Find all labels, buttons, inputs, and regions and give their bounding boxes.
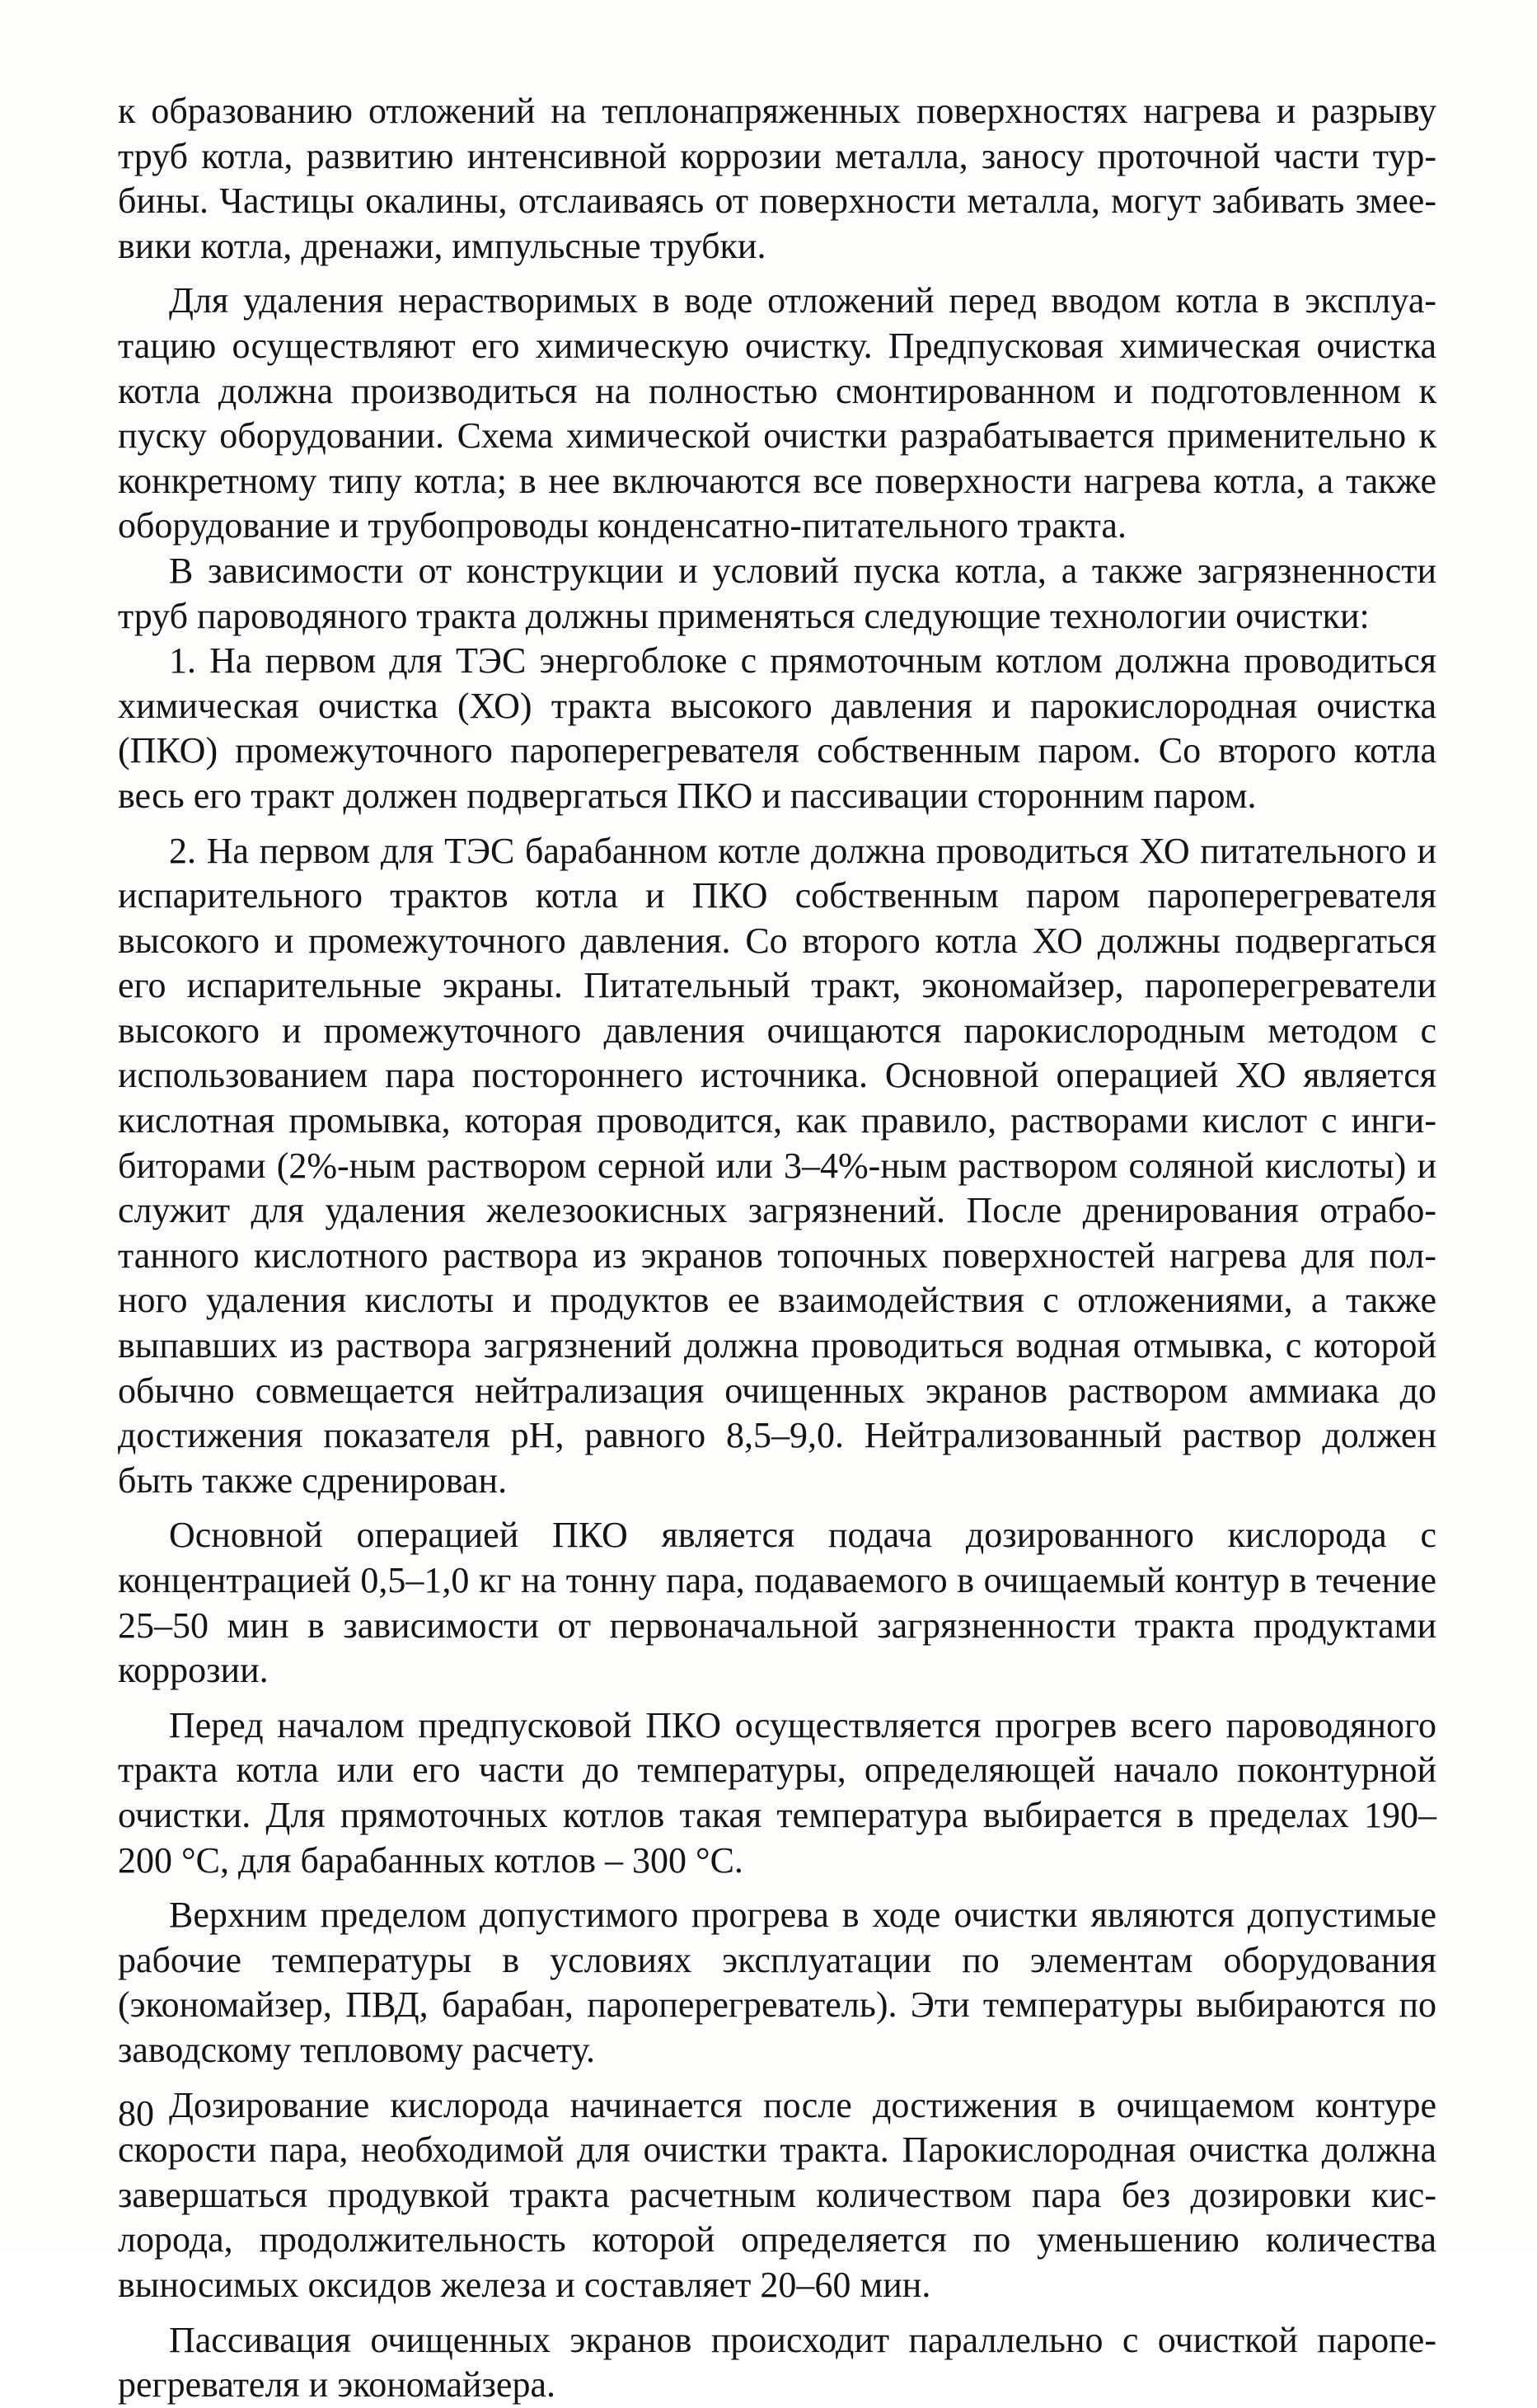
paragraph-oxygen-dosing: Дозирование кислорода начинается после достижения в очищаемом контуре скорости пара, необходимой для очистки тракта. Парокислородная очистка должна завершаться продувкой тракта расчетным количеством пара без дозировки кислорода, продолжительность которой определяется по уменьшению количества выносимых оксидов железа и составляет 20–60 мин. — [118, 2084, 1436, 2305]
paragraph-preheating: Перед началом предпусковой ПКО осуществляется прогрев всего пароводяного тракта котла или его части до температуры, определяющей начало поконтурной очистки. Для прямоточных котлов такая температура выбирается в пределах 190–200 °С, для барабанных котлов – 300 °С. — [118, 1704, 1436, 1881]
paragraph-item-1: 1. На первом для ТЭС энергоблоке с прямоточным котлом должна проводиться химическая очистка (ХО) тракта высокого давления и парокислородная очистка (ПКО) промежуточного пароперегревателя собственным паром. Со второго котла весь его тракт должен подвергаться ПКО и пассивации сторонним паром. — [118, 640, 1436, 816]
paragraph-technologies-intro: В зависимости от конструкции и условий пуска котла, а также загрязненности труб пароводяного тракта должны применяться следующие технологии очистки: — [118, 550, 1436, 636]
body-text — [118, 89, 1436, 2408]
paragraph-chemical-cleaning: Для удаления нерастворимых в воде отложений перед вводом котла в эксплуатацию осуществляют его химическую очистку. Предпусковая химическая очистка котла должна производиться на полностью смонтированном и подготовленном к пуску оборудовании. Схема химической очистки разрабатывается применительно к конкретному типу котла; в нее включаются все поверхности нагрева котла, а также оборудование и трубопроводы конденсатно-питательного тракта. — [118, 280, 1436, 546]
paragraph-item-2: 2. На первом для ТЭС барабанном котле должна проводиться ХО питательного и испарительного трактов котла и ПКО собственным паром пароперегревателя высокого и промежуточного давления. Со второго котла ХО должны подвергаться его испарительные экраны. Питательный тракт, экономайзер, пароперегреватели высокого и промежуточного давления очищаются парокислородным методом с использованием пара постороннего источника. Основной операцией ХО является кислотная промывка, которая проводится, как правило, растворами кислот с ингибиторами (2%-ным раствором серной или 3–4%-ным раствором соляной кислоты) и служит для удаления железоокисных загрязнений. После дренирования отработанного кислотного раствора из экранов топочных поверхностей нагрева для полного удаления кислоты и продуктов ее взаимодействия с отложениями, а также выпавших из раствора загрязнений должна проводиться водная отмывка, с которой обычно совмещается нейтрализация очищенных экранов раствором аммиака до достижения показателя pH, равного 8,5–9,0. Нейтрализованный раствор должен быть также сдренирован. — [118, 830, 1436, 1501]
paragraph-upper-limit: Верхним пределом допустимого прогрева в ходе очистки являются допустимые рабочие температуры в условиях эксплуатации по элементам оборудования (экономайзер, ПВД, барабан, пароперегреватель). Эти температуры выбираются по заводскому тепловому расчету. — [118, 1895, 1436, 2070]
paragraph-pko-operation: Основной операцией ПКО является подача дозированного кислорода с концентрацией 0,5–1,0 кг на тонну пара, подаваемого в очищаемый контур в течение 25–50 мин в зависимости от первоначальной загрязненности тракта продуктами коррозии. — [118, 1515, 1436, 1691]
paragraph-continuation: к образованию отложений на теплонапряженных поверхностях нагрева и разрыву труб котла, развитию интенсивной коррозии металла, заносу проточной части турбины. Частицы окалины, отслаиваясь от поверхности металла, могут забивать змеевики котла, дренажи, импульсные трубки. — [118, 91, 1436, 266]
paragraph-passivation: Пассивация очищенных экранов происходит параллельно с очисткой пароперегревателя и экономайзера. — [118, 2319, 1436, 2406]
page-number: 80 — [118, 2093, 154, 2134]
